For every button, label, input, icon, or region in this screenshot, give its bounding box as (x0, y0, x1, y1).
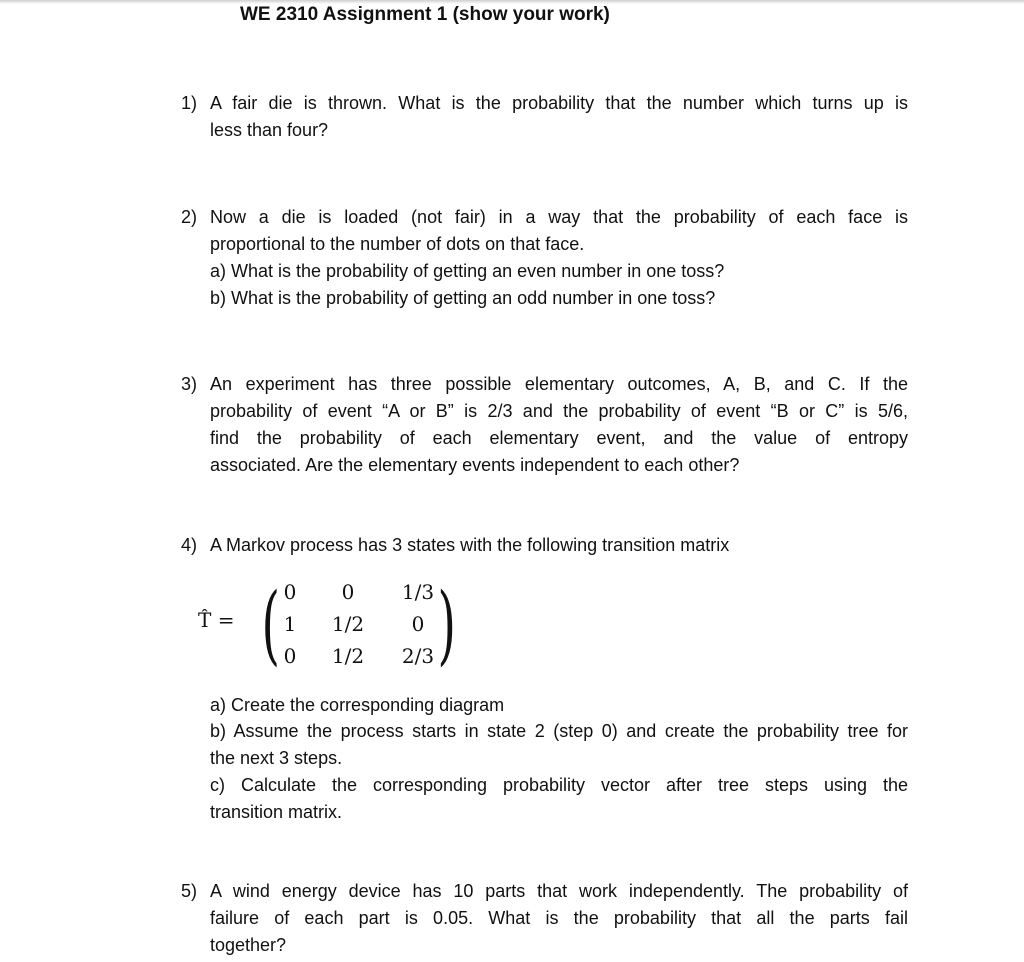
question-4b: b) Assume the process starts in state 2 (step 0) and create the probability tree for (210, 721, 908, 741)
question-5-line: together? (210, 935, 287, 955)
matrix-cell: 0 (341, 580, 355, 604)
question-4c-cont: transition matrix. (210, 802, 343, 822)
question-2b: b) What is the probability of getting an odd number in one toss? (210, 288, 716, 308)
document-title: WE 2310 Assignment 1 (show your work) (240, 4, 610, 25)
right-paren: ) (437, 575, 457, 675)
question-4b-cont: the next 3 steps. (210, 748, 343, 768)
question-4-line: A Markov process has 3 states with the following transition matrix (210, 535, 730, 555)
question-3-line: probability of event “A or B” is 2/3 and the probability of event “B or C” is 5/6, (210, 401, 908, 421)
matrix-cell: 0 (283, 644, 297, 668)
question-1-line: less than four? (210, 120, 329, 140)
matrix-cell: 1 (283, 612, 297, 636)
question-5-number: 5) (181, 881, 198, 901)
question-1-number: 1) (181, 93, 198, 113)
question-5-line: A wind energy device has 10 parts that work independently. The probability of (210, 881, 908, 901)
question-3-line: An experiment has three possible elementary outcomes, A, B, and C. If the (210, 374, 908, 394)
matrix-cell: 1/2 (331, 644, 365, 668)
matrix-cell: 1/2 (331, 612, 365, 636)
question-1-line: A fair die is thrown. What is the probability that the number which turns up is (210, 93, 908, 113)
question-3-number: 3) (181, 374, 198, 394)
matrix-cell: 2/3 (401, 644, 435, 668)
question-4a: a) Create the corresponding diagram (210, 695, 505, 715)
question-4-number: 4) (181, 535, 198, 555)
question-4c: c) Calculate the corresponding probability vector after tree steps using the (210, 775, 908, 795)
left-paren: ( (261, 575, 281, 675)
matrix-cell: 0 (283, 580, 297, 604)
matrix-cell: 1/3 (401, 580, 435, 604)
question-2-number: 2) (181, 207, 198, 227)
question-2-line: Now a die is loaded (not fair) in a way that the probability of each face is (210, 207, 908, 227)
question-2a: a) What is the probability of getting an even number in one toss? (210, 261, 725, 281)
question-5-line: failure of each part is 0.05. What is the probability that all the parts fail (210, 908, 908, 928)
matrix-lhs: T̂ = (198, 608, 235, 632)
question-2-line: proportional to the number of dots on that face. (210, 234, 585, 254)
question-3-line: associated. Are the elementary events independent to each other? (210, 455, 740, 475)
question-3-line: find the probability of each elementary event, and the value of entropy (210, 428, 908, 448)
matrix-cell: 0 (411, 612, 425, 636)
